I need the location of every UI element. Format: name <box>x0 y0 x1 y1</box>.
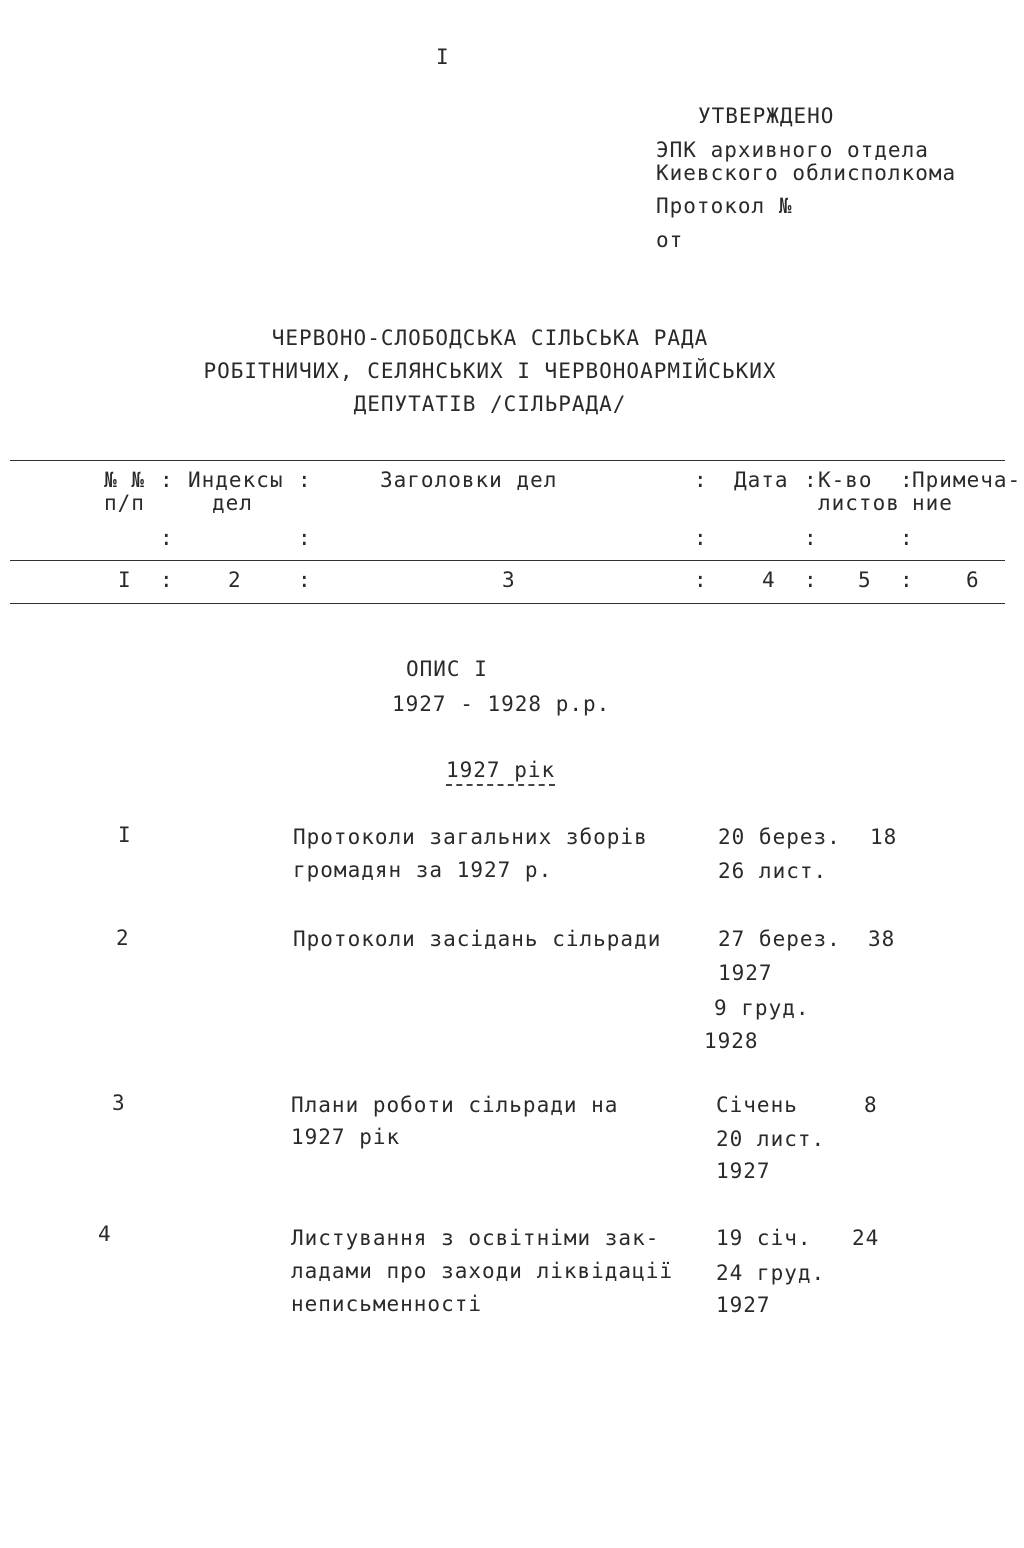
rule-middle <box>10 560 1005 561</box>
approval-protocol: Протокол № <box>656 194 793 218</box>
column-number: I <box>118 568 132 592</box>
entry-date-line: Січень <box>716 1093 798 1117</box>
col-sep: : <box>900 568 914 592</box>
entry-title-line: Листування з освітніми зак- <box>291 1226 660 1250</box>
col-num-label-1: № № <box>104 468 145 492</box>
entry-date-line: 20 лист. <box>716 1127 826 1151</box>
entry-title-line: неписьменності <box>291 1292 483 1316</box>
entry-sheets: 18 <box>870 825 898 849</box>
entry-number: I <box>118 823 132 847</box>
col-sep: : <box>298 468 312 492</box>
entry-number: 2 <box>116 926 130 950</box>
col-sep: : <box>160 568 174 592</box>
column-number: 4 <box>762 568 776 592</box>
approval-line-2: Киевского облисполкома <box>656 161 957 185</box>
col-sep: : <box>160 526 174 550</box>
entry-title-line: Протоколи засідань сільради <box>293 927 662 951</box>
col-sep: : <box>900 526 914 550</box>
entry-number: 4 <box>98 1222 112 1246</box>
col-sep: : <box>298 526 312 550</box>
col-sep: : <box>160 468 174 492</box>
entry-number: 3 <box>112 1091 126 1115</box>
opys-title: ОПИС I <box>406 657 488 681</box>
entry-date-line: 1927 <box>716 1159 771 1183</box>
entry-date-line: 26 лист. <box>718 859 828 883</box>
entry-date-line: 20 берез. <box>718 825 841 849</box>
page-number: I <box>436 45 450 69</box>
col-count-label-1: К-во <box>818 468 873 492</box>
entry-date-line: 1927 <box>718 961 773 985</box>
rule-bottom <box>10 603 1005 604</box>
col-num-label-2: п/п <box>104 491 145 515</box>
column-number: 6 <box>966 568 980 592</box>
entry-sheets: 24 <box>852 1226 880 1250</box>
col-sep: : <box>298 568 312 592</box>
col-sep: : <box>900 468 914 492</box>
section-year: 1927 рік <box>446 760 555 786</box>
entry-title-line: Плани роботи сільради на <box>291 1093 619 1117</box>
col-sep: : <box>694 526 708 550</box>
rule-top <box>10 460 1005 461</box>
header-line-1: ЧЕРВОНО-СЛОБОДСЬКА СІЛЬСЬКА РАДА <box>271 326 709 350</box>
col-sep: : <box>694 468 708 492</box>
col-sep: : <box>804 568 818 592</box>
entry-title-line: громадян за 1927 р. <box>293 858 553 882</box>
entry-sheets: 8 <box>864 1093 878 1117</box>
approval-title: УТВЕРЖДЕНО <box>698 104 835 128</box>
col-index-label-1: Индексы <box>188 468 284 492</box>
col-index-label-2: дел <box>212 491 253 515</box>
entry-date-line: 24 груд. <box>716 1261 826 1285</box>
entry-title-line: Протоколи загальних зборів <box>293 825 648 849</box>
column-number: 2 <box>228 568 242 592</box>
col-sep: : <box>694 568 708 592</box>
col-count-label-2: листов <box>818 491 900 515</box>
col-date-label: Дата <box>734 468 789 492</box>
col-notes-label-2: ние <box>912 491 953 515</box>
header-line-3: ДЕПУТАТІВ /СІЛЬРАДА/ <box>353 392 627 416</box>
entry-date-line: 9 груд. <box>714 996 810 1020</box>
entry-title-line: 1927 рік <box>291 1125 401 1149</box>
entry-date-line: 1928 <box>704 1029 759 1053</box>
col-titles-label: Заголовки дел <box>380 468 558 492</box>
approval-line-1: ЭПК архивного отдела <box>656 138 929 162</box>
col-sep: : <box>804 468 818 492</box>
column-number: 5 <box>858 568 872 592</box>
col-sep: : <box>804 526 818 550</box>
opys-years: 1927 - 1928 р.р. <box>392 692 611 716</box>
col-notes-label-1: Примеча- <box>912 468 1022 492</box>
entry-date-line: 27 берез. <box>718 927 841 951</box>
entry-title-line: ладами про заходи ліквідації <box>291 1259 674 1283</box>
column-number: 3 <box>502 568 516 592</box>
header-line-2: РОБІТНИЧИХ, СЕЛЯНСЬКИХ І ЧЕРВОНОАРМІЙСЬКИХ <box>203 359 777 383</box>
entry-date-line: 1927 <box>716 1293 771 1317</box>
approval-date-label: от <box>656 228 684 252</box>
entry-date-line: 19 січ. <box>716 1226 812 1250</box>
entry-sheets: 38 <box>868 927 896 951</box>
